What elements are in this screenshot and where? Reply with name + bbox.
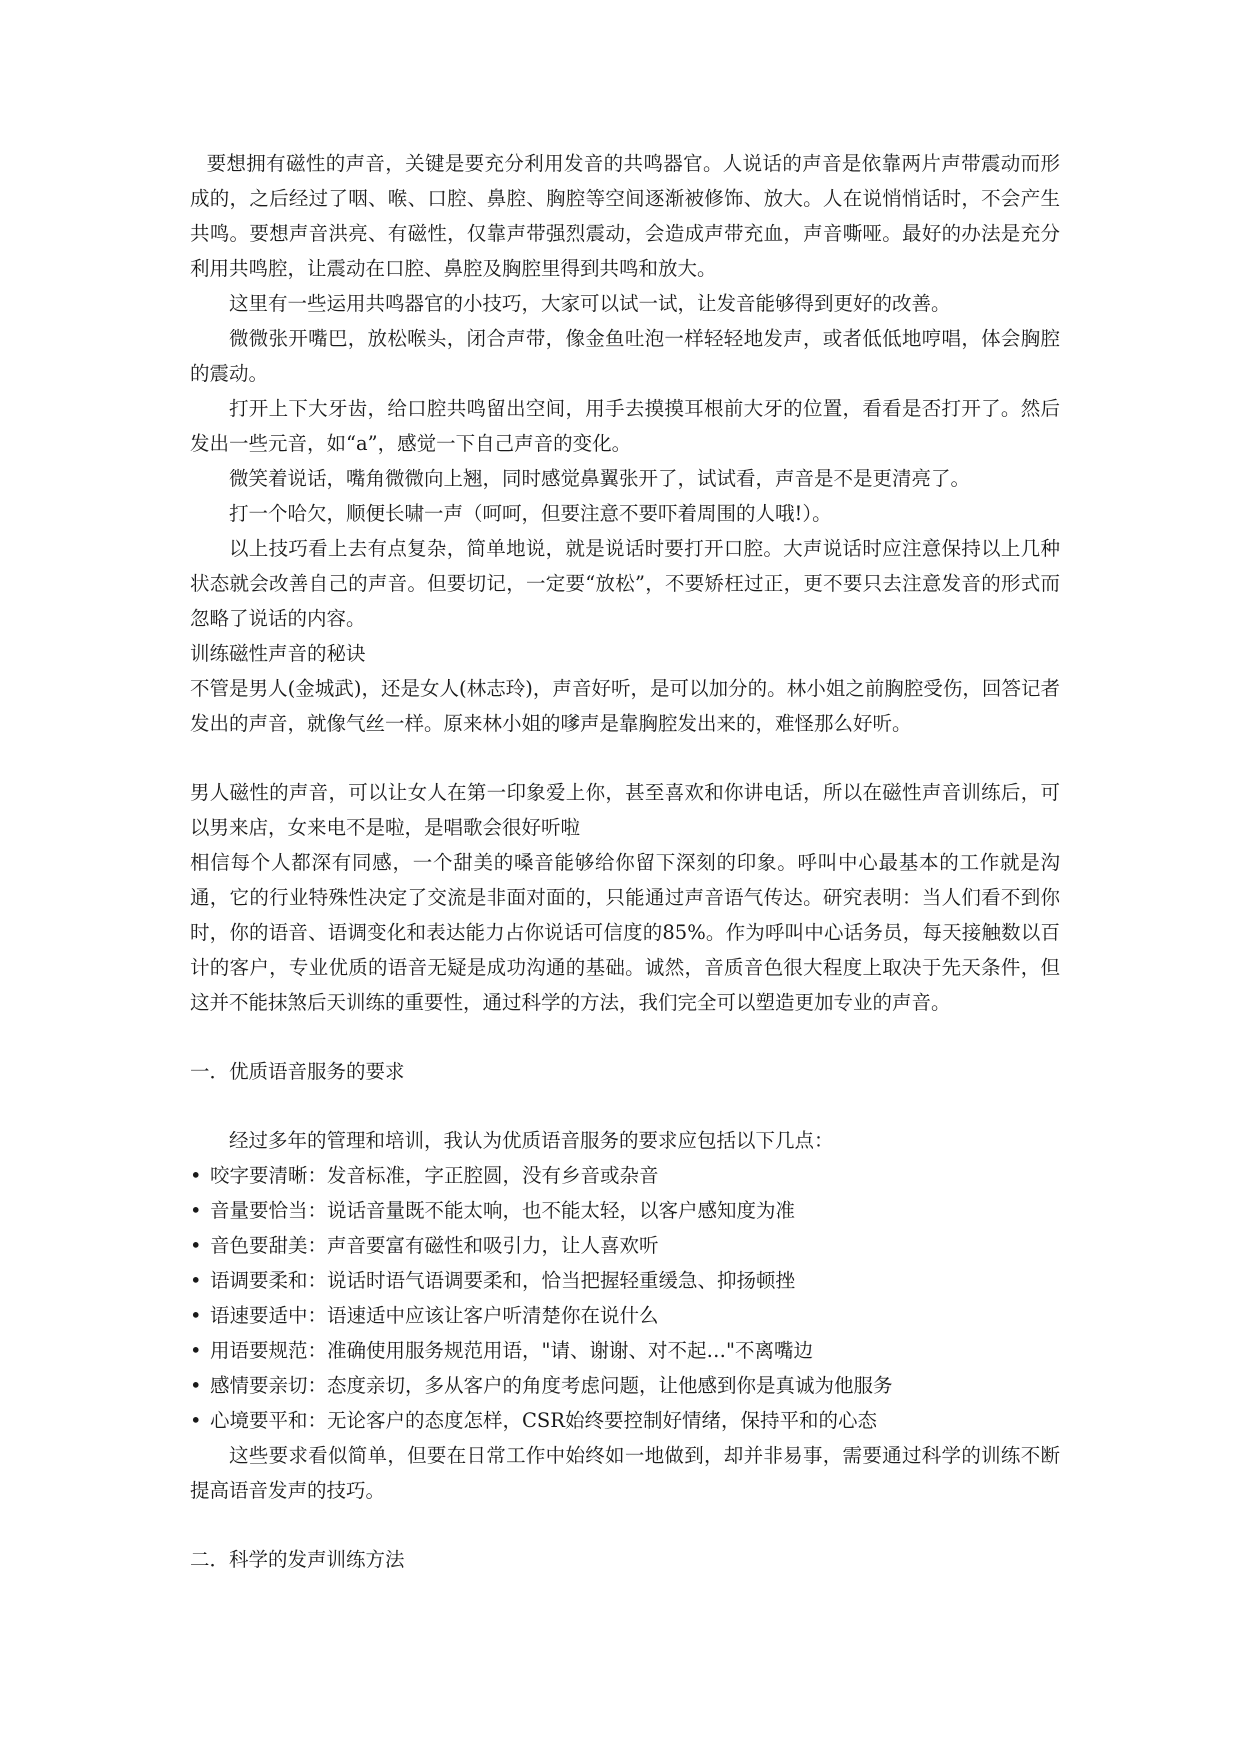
tip-paragraph-chest: 微微张开嘴巴，放松喉头，闭合声带，像金鱼吐泡一样轻轻地发声，或者低低地哼唱，体会胸腔的震动。: [190, 327, 1060, 385]
intro-paragraph-tips: 这里有一些运用共鸣器官的小技巧，大家可以试一试，让发音能够得到更好的改善。: [229, 292, 951, 315]
call-center-paragraph: 相信每个人都深有同感，一个甜美的嗓音能够给你留下深刻的印象。呼叫中心最基本的工作就是沟通，它的行业特殊性决定了交流是非面对面的，只能通过声音语气传达。研究表明：当人们看不到你时，你的语音、语调变化和表达能力占你说话可信度的85%。作为呼叫中心话务员，每天接触数以百计的客户，专业优质的语音无疑是成功沟通的基础。诚然，音质音色很大程度上取决于先天条件，但这并不能抹煞后天训练的重要性，通过科学的方法，我们完全可以塑造更加专业的声音。: [190, 851, 1060, 1014]
requirement-text: 感情要亲切：态度亲切，多从客户的角度考虑问题，让他感到你是真诚为他服务: [210, 1374, 893, 1397]
list-item: [190, 1263, 1060, 1298]
tip-paragraph-mouth: 打开上下大牙齿，给口腔共鸣留出空间，用手去摸摸耳根前大牙的位置，看看是否打开了。然后发出一些元音，如“a”，感觉一下自己声音的变化。: [190, 397, 1060, 455]
requirements-outro: 这些要求看似简单，但要在日常工作中始终如一地做到，却并非易事，需要通过科学的训练不断提高语音发声的技巧。: [190, 1444, 1060, 1502]
spacer: [190, 1508, 1060, 1542]
bullet-icon: •: [190, 1164, 202, 1187]
spacer: [190, 741, 1060, 775]
bullet-icon: •: [190, 1374, 202, 1397]
tip-paragraph-yawn: 打一个哈欠，顺便长啸一声（呵呵，但要注意不要吓着周围的人哦!）。: [229, 502, 832, 525]
celebrity-paragraph: 不管是男人(金城武)，还是女人(林志玲)，声音好听，是可以加分的。林小姐之前胸腔受伤，回答记者发出的声音，就像气丝一样。原来林小姐的嗲声是靠胸腔发出来的，难怪那么好听。: [190, 677, 1060, 735]
requirement-text: 语调要柔和：说话时语气语调要柔和，恰当把握轻重缓急、抑扬顿挫: [210, 1269, 796, 1292]
requirement-text: 音量要恰当：说话音量既不能太响，也不能太轻，以客户感知度为准: [210, 1199, 796, 1222]
requirement-text: 心境要平和：无论客户的态度怎样，CSR始终要控制好情绪，保持平和的心态: [210, 1409, 877, 1432]
bullet-icon: •: [190, 1234, 202, 1257]
summary-paragraph-relax: 以上技巧看上去有点复杂，简单地说，就是说话时要打开口腔。大声说话时应注意保持以上几种状态就会改善自己的声音。但要切记，一定要“放松”，不要矫枉过正，更不要只去注意发音的形式而忽略了说话的内容。: [190, 537, 1060, 630]
heading-training-method: 二．科学的发声训练方法: [190, 1548, 405, 1571]
bullet-icon: •: [190, 1339, 202, 1362]
requirements-list: [190, 1158, 1060, 1438]
bullet-icon: •: [190, 1269, 202, 1292]
bullet-icon: •: [190, 1409, 202, 1432]
list-item: [190, 1403, 1060, 1438]
tip-paragraph-smile: 微笑着说话，嘴角微微向上翘，同时感觉鼻翼张开了，试试看，声音是不是更清亮了。: [229, 467, 971, 490]
section-title-secret: 训练磁性声音的秘诀: [190, 642, 366, 665]
document-body: [190, 146, 1060, 1577]
list-item: [190, 1368, 1060, 1403]
heading-quality-service: 一．优质语音服务的要求: [190, 1060, 405, 1083]
list-item: [190, 1158, 1060, 1193]
bullet-icon: •: [190, 1304, 202, 1327]
list-item: [190, 1193, 1060, 1228]
requirement-text: 音色要甜美：声音要富有磁性和吸引力，让人喜欢听: [210, 1234, 659, 1257]
bullet-icon: •: [190, 1199, 202, 1222]
list-item: [190, 1298, 1060, 1333]
spacer: [190, 1020, 1060, 1054]
spacer: [190, 1089, 1060, 1123]
requirement-text: 咬字要清晰：发音标准，字正腔圆，没有乡音或杂音: [210, 1164, 659, 1187]
intro-paragraph-resonance: 要想拥有磁性的声音，关键是要充分利用发音的共鸣器官。人说话的声音是依靠两片声带震动而形成的，之后经过了咽、喉、口腔、鼻腔、胸腔等空间逐渐被修饰、放大。人在说悄悄话时，不会产生共鸣。要想声音洪亮、有磁性，仅靠声带强烈震动，会造成声带充血，声音嘶哑。最好的办法是充分利用共鸣腔，让震动在口腔、鼻腔及胸腔里得到共鸣和放大。: [190, 152, 1060, 280]
list-item: [190, 1333, 1060, 1368]
requirement-text: 用语要规范：准确使用服务规范用语，"请、谢谢、对不起…"不离嘴边: [210, 1339, 813, 1362]
men-voice-paragraph: 男人磁性的声音，可以让女人在第一印象爱上你，甚至喜欢和你讲电话，所以在磁性声音训练后，可以男来店，女来电不是啦，是唱歌会很好听啦: [190, 781, 1060, 839]
list-item: [190, 1228, 1060, 1263]
requirement-text: 语速要适中：语速适中应该让客户听清楚你在说什么: [210, 1304, 659, 1327]
requirements-intro: 经过多年的管理和培训，我认为优质语音服务的要求应包括以下几点：: [229, 1129, 834, 1152]
